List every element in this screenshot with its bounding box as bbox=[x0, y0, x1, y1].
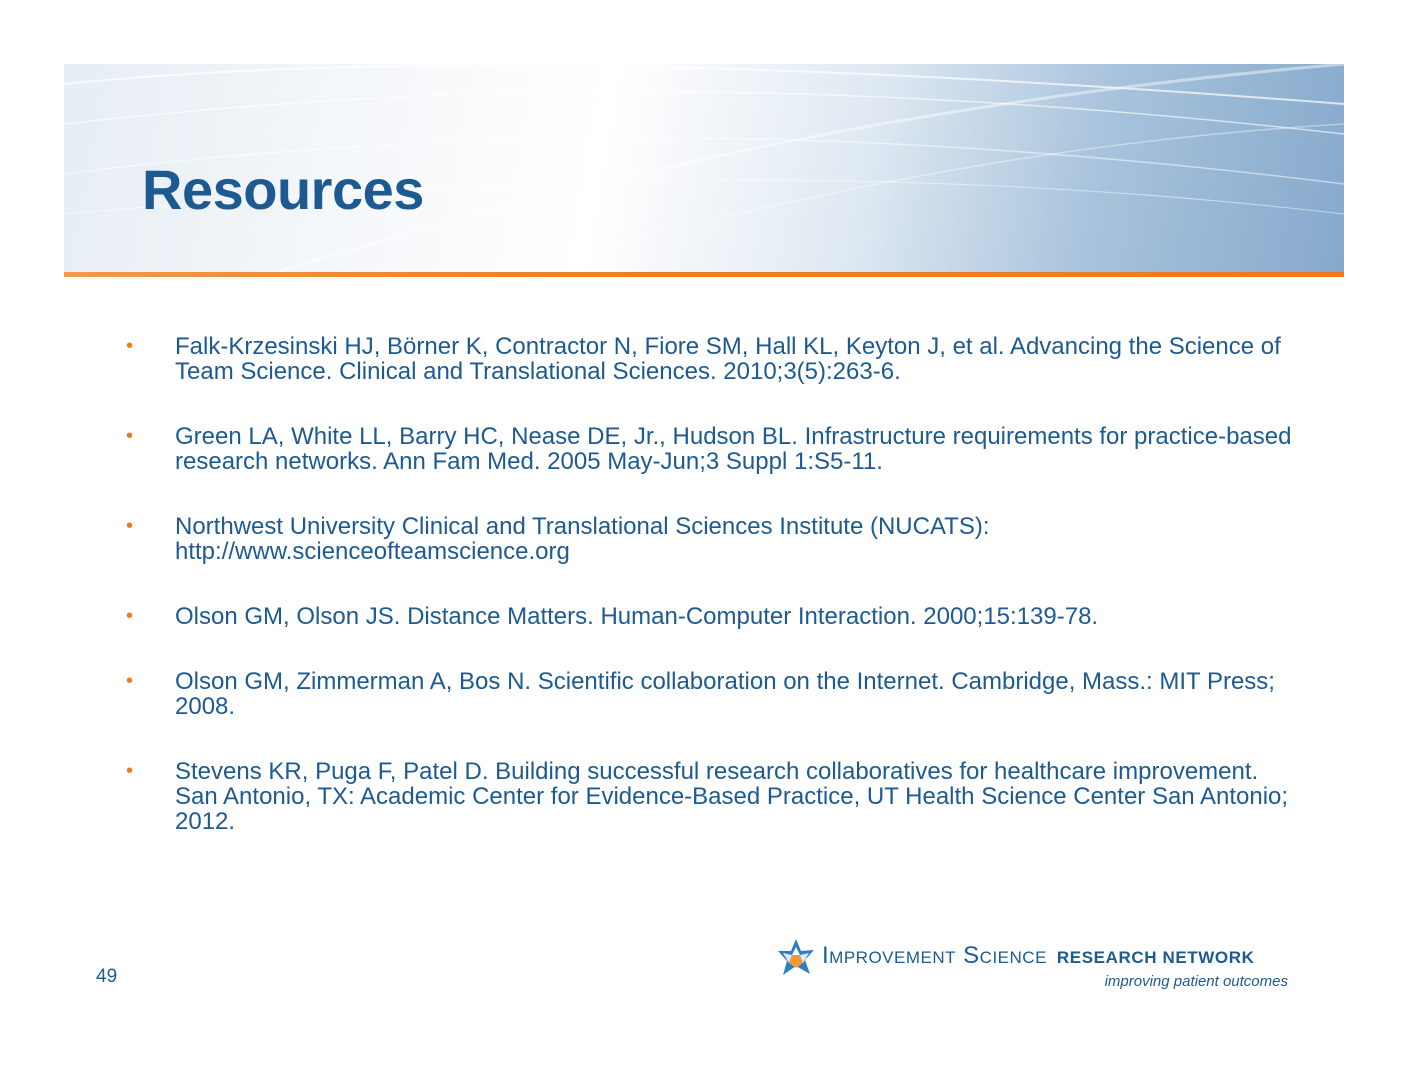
logo-name-secondary: RESEARCH NETWORK bbox=[1056, 948, 1255, 967]
bullet-icon: • bbox=[126, 605, 134, 627]
logo-name-primary: Improvement Science bbox=[822, 942, 1047, 969]
slide-title: Resources bbox=[142, 158, 424, 221]
page-number: 49 bbox=[96, 966, 118, 987]
reference-item bbox=[120, 669, 1300, 719]
header-accent-rule bbox=[64, 272, 1344, 277]
reference-text: Olson GM, Olson JS. Distance Matters. Human-Computer Interaction. 2000;15:139-78. bbox=[175, 603, 1099, 630]
reference-item bbox=[120, 604, 1300, 629]
logo-wordmark bbox=[822, 942, 1254, 970]
reference-text: Northwest University Clinical and Translational Sciences Institute (NUCATS): http://www.scienceofteamscience.org bbox=[175, 513, 990, 565]
bullet-icon: • bbox=[126, 515, 134, 537]
reference-text: Olson GM, Zimmerman A, Bos N. Scientific collaboration on the Internet. Cambridge, Mass.: MIT Press; 2008. bbox=[175, 668, 1275, 720]
logo-tagline: improving patient outcomes bbox=[1104, 973, 1288, 990]
reference-item bbox=[120, 424, 1300, 474]
reference-list bbox=[120, 334, 1300, 874]
star-logo-icon bbox=[776, 938, 816, 978]
bullet-icon: • bbox=[126, 670, 134, 692]
reference-text: Stevens KR, Puga F, Patel D. Building successful research collaboratives for healthcare improvement. San Antonio, TX: Academic Center for Evidence-Based Practice, UT Health Science Center San Antonio; 2012. bbox=[175, 758, 1289, 835]
bullet-icon: • bbox=[126, 335, 134, 357]
reference-item bbox=[120, 334, 1300, 384]
organization-logo bbox=[776, 936, 1296, 996]
reference-item bbox=[120, 759, 1300, 834]
reference-item bbox=[120, 514, 1300, 564]
reference-text: Green LA, White LL, Barry HC, Nease DE, Jr., Hudson BL. Infrastructure requirements for practice-based research networks. Ann Fam Med. 2005 May-Jun;3 Suppl 1:S5-11. bbox=[175, 423, 1292, 475]
bullet-icon: • bbox=[126, 760, 134, 782]
bullet-icon: • bbox=[126, 425, 134, 447]
reference-text: Falk-Krzesinski HJ, Börner K, Contractor N, Fiore SM, Hall KL, Keyton J, et al. Advancing the Science of Team Science. Clinical and Translational Sciences. 2010;3(5):263-6. bbox=[175, 333, 1281, 385]
